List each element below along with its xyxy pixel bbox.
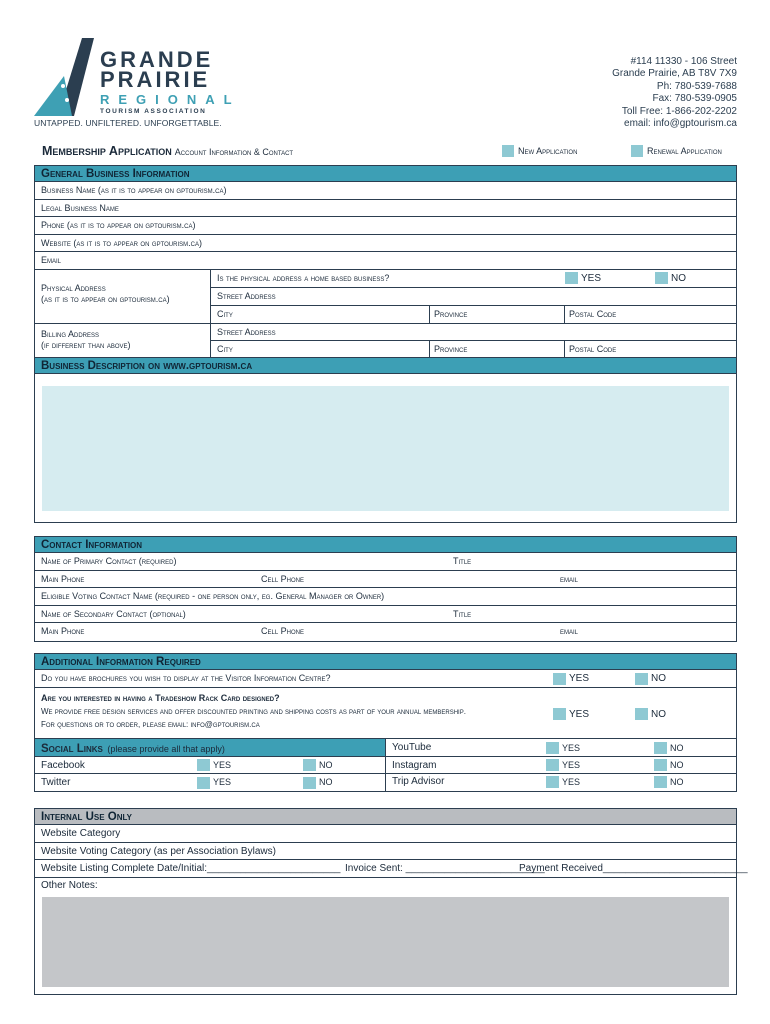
new-application-checkbox[interactable] [502,145,514,157]
rack-card-no-checkbox[interactable] [635,708,648,720]
internal-use-section [34,808,748,995]
home-based-no [655,270,686,287]
home-based-no-checkbox[interactable] [655,272,668,284]
social-links-right [385,739,736,791]
instagram-yes [546,757,580,773]
renewal-application-option [631,145,722,157]
youtube-row [386,739,736,757]
youtube-label: YouTube [392,742,432,753]
phone-field[interactable] [35,217,736,235]
form-title [42,144,293,158]
billing-street-label: Street Address [217,326,276,337]
facebook-no [303,757,333,773]
instagram-yes-label: YES [562,759,581,770]
secondary-phone-row[interactable] [35,623,736,641]
business-name-field[interactable] [35,182,736,200]
billing-city-label[interactable]: City [217,343,233,354]
secondary-contact-label: Name of Secondary Contact (optional) [41,608,186,619]
billing-address-block [35,324,736,358]
twitter-no [303,774,333,791]
billing-province-field[interactable] [429,341,467,357]
physical-province-label: Province [434,308,468,319]
form-title-main: Membership Application [42,144,172,158]
rack-card-contact: For questions or to order, please email: info@gptourism.ca [41,720,260,729]
secondary-email-label: email [560,626,579,636]
form-title-row [42,144,737,160]
other-notes-input[interactable] [42,897,729,987]
primary-cell-phone-label: Cell Phone [261,573,305,584]
youtube-no [654,739,684,756]
secondary-title-label: Title [453,608,472,619]
tripadvisor-yes-checkbox[interactable] [546,776,559,788]
brochures-yes-checkbox[interactable] [553,673,566,685]
home-based-question: Is the physical address a home based business? [217,272,390,283]
billing-postal-label: Postal Code [569,343,617,354]
brochures-yes [553,670,589,687]
business-description-area [35,374,736,522]
social-links-note: (please provide all that apply) [107,744,225,754]
home-based-no-label: NO [671,272,686,284]
logo-line-3: REGIONAL [100,92,241,107]
tripadvisor-yes-label: YES [562,777,581,787]
contact-section [34,536,737,642]
facebook-yes-label: YES [213,759,232,770]
address-toll-free: Toll Free: 1-866-202-2202 [621,105,737,117]
additional-info-heading: Additional Information Required [35,654,736,670]
new-application-label: New Application [518,146,578,156]
physical-postal-field[interactable] [564,306,616,323]
primary-title-label: Title [453,556,472,566]
rack-card-yes [553,705,589,723]
additional-info-section [34,653,737,792]
website-label: Website (as it is to appear on gptourism.ca) [41,237,202,248]
rack-card-yes-checkbox[interactable] [553,708,566,720]
instagram-row [386,757,736,774]
billing-postal-field[interactable] [564,341,616,357]
twitter-no-checkbox[interactable] [303,777,316,789]
address-line: Grande Prairie, AB T8V 7X9 [612,68,737,80]
website-field[interactable] [35,235,736,253]
primary-contact-label: Name of Primary Contact (required) [41,556,177,566]
billing-city-row [211,341,736,357]
secondary-contact-row[interactable] [35,606,736,624]
tripadvisor-yes [546,774,580,790]
secondary-cell-phone-label: Cell Phone [261,626,305,636]
twitter-yes [197,774,231,791]
physical-city-label[interactable]: City [217,308,233,319]
home-based-yes-label: YES [581,272,602,284]
tripadvisor-row [386,774,736,790]
social-links-title: Social Links [41,743,103,755]
instagram-no-checkbox[interactable] [654,759,667,771]
rack-card-block [35,692,736,739]
physical-province-field[interactable] [429,306,467,323]
address-phone: Ph: 780-539-7688 [656,80,737,92]
physical-city-row [211,306,736,323]
youtube-yes-checkbox[interactable] [546,742,559,754]
twitter-label: Twitter [41,777,71,788]
general-business-section [34,165,737,523]
physical-street-label: Street Address [217,290,276,301]
brochures-no [635,670,666,687]
facebook-no-label: NO [319,759,333,770]
physical-address-label [41,283,170,305]
physical-postal-label: Postal Code [569,308,617,319]
physical-address-fields [210,270,736,323]
brochures-yes-label: YES [569,673,590,684]
tagline: UNTAPPED. UNFILTERED. UNFORGETTABLE. [34,118,222,128]
invoice-sent-field[interactable]: Invoice Sent: _________________________ [345,863,545,874]
phone-label: Phone (as it is to appear on gptourism.ca) [41,220,196,230]
brochures-row [35,670,736,688]
email-label: Email [41,255,62,265]
primary-contact-row[interactable] [35,553,736,571]
billing-street-field[interactable] [211,324,736,341]
address-email: email: info@gptourism.ca [624,118,737,130]
payment-received-field[interactable]: Payment Received__________________________ [519,863,748,874]
facebook-yes [197,757,231,773]
facebook-label: Facebook [41,760,85,771]
renewal-application-checkbox[interactable] [631,145,643,157]
instagram-no-label: NO [670,759,684,770]
website-category-label: Website Category [41,828,121,839]
physical-street-field[interactable] [211,288,736,306]
form-title-sub: Account Information & Contact [174,147,294,157]
tripadvisor-no [654,774,684,790]
billing-address-note: (if different than above) [41,339,131,350]
tripadvisor-label: Trip Advisor [392,776,445,787]
twitter-row [35,774,385,791]
voting-category-label: Website Voting Category (as per Association Bylaws) [41,845,276,857]
youtube-yes-label: YES [562,742,581,753]
facebook-no-checkbox[interactable] [303,759,316,771]
facebook-yes-checkbox[interactable] [197,759,210,771]
home-based-yes-checkbox[interactable] [565,272,578,284]
rack-card-question: Are you interested in having a Tradeshow Rack Card designed? [41,693,280,703]
youtube-yes [546,739,580,756]
logo-mark-icon [34,38,98,116]
voting-contact-row[interactable] [35,588,736,606]
rack-card-no [635,705,666,723]
contact-address [612,56,737,130]
brochures-no-checkbox[interactable] [635,673,648,685]
secondary-main-phone-label: Main Phone [41,626,85,636]
instagram-yes-checkbox[interactable] [546,759,559,771]
tripadvisor-no-label: NO [670,777,684,787]
logo [34,38,254,128]
billing-province-label: Province [434,343,468,354]
rack-card-yes-label: YES [569,708,590,720]
address-line: #114 11330 - 106 Street [630,56,737,67]
twitter-no-label: NO [319,777,333,787]
physical-address-block [35,270,736,324]
youtube-no-checkbox[interactable] [654,742,667,754]
listing-complete-field[interactable]: Website Listing Complete Date/Initial:________________________ [41,863,341,874]
home-based-row [211,270,736,288]
social-links-block [35,739,736,791]
billing-address-fields [210,324,736,357]
website-category-row[interactable] [35,825,736,843]
contact-heading: Contact Information [35,537,736,553]
youtube-no-label: NO [670,742,684,753]
brochures-no-label: NO [651,673,666,684]
logo-line-1: GRANDE [100,47,214,72]
internal-use-heading: Internal Use Only [35,809,736,825]
logo-line-2: PRAIRIE [100,67,211,92]
business-description-heading: Business Description on www.gptourism.ca [35,358,736,374]
other-notes-block [35,878,736,994]
physical-address-title: Physical Address [41,282,106,293]
legal-name-label: Legal Business Name [41,202,119,213]
brochures-question: Do you have brochures you wish to display at the Visitor Information Centre? [41,673,331,683]
general-business-heading: General Business Information [35,166,736,182]
rack-card-description: We provide free design services and offer discounted printing and shipping costs as part of your annual membership. [41,707,466,716]
voting-contact-label: Eligible Voting Contact Name (required - one person only, eg. General Manager or Owner) [41,591,385,601]
home-based-yes [565,270,601,287]
other-notes-label: Other Notes: [41,879,98,891]
voting-category-row[interactable] [35,843,736,861]
address-fax: Fax: 780-539-0905 [652,93,737,105]
twitter-yes-label: YES [213,777,232,787]
billing-address-title: Billing Address [41,328,100,339]
email-field[interactable] [35,252,736,270]
new-application-option [502,145,577,157]
instagram-label: Instagram [392,760,437,771]
legal-name-field[interactable] [35,200,736,218]
primary-phone-row[interactable] [35,571,736,589]
twitter-yes-checkbox[interactable] [197,777,210,789]
logo-line-4: TOURISM ASSOCIATION [100,108,207,115]
primary-main-phone-label: Main Phone [41,573,85,584]
tripadvisor-no-checkbox[interactable] [654,776,667,788]
renewal-application-label: Renewal Application [647,146,722,156]
instagram-no [654,757,684,773]
listing-status-row [35,860,748,878]
business-description-input[interactable] [42,386,729,511]
rack-card-no-label: NO [651,708,666,720]
facebook-row [35,757,385,774]
primary-email-label: email [560,573,579,584]
business-name-label: Business Name (as it is to appear on gptourism.ca) [41,185,227,195]
physical-address-note: (as it is to appear on gptourism.ca) [41,293,170,304]
billing-address-label [41,329,131,351]
social-links-heading [35,739,385,757]
